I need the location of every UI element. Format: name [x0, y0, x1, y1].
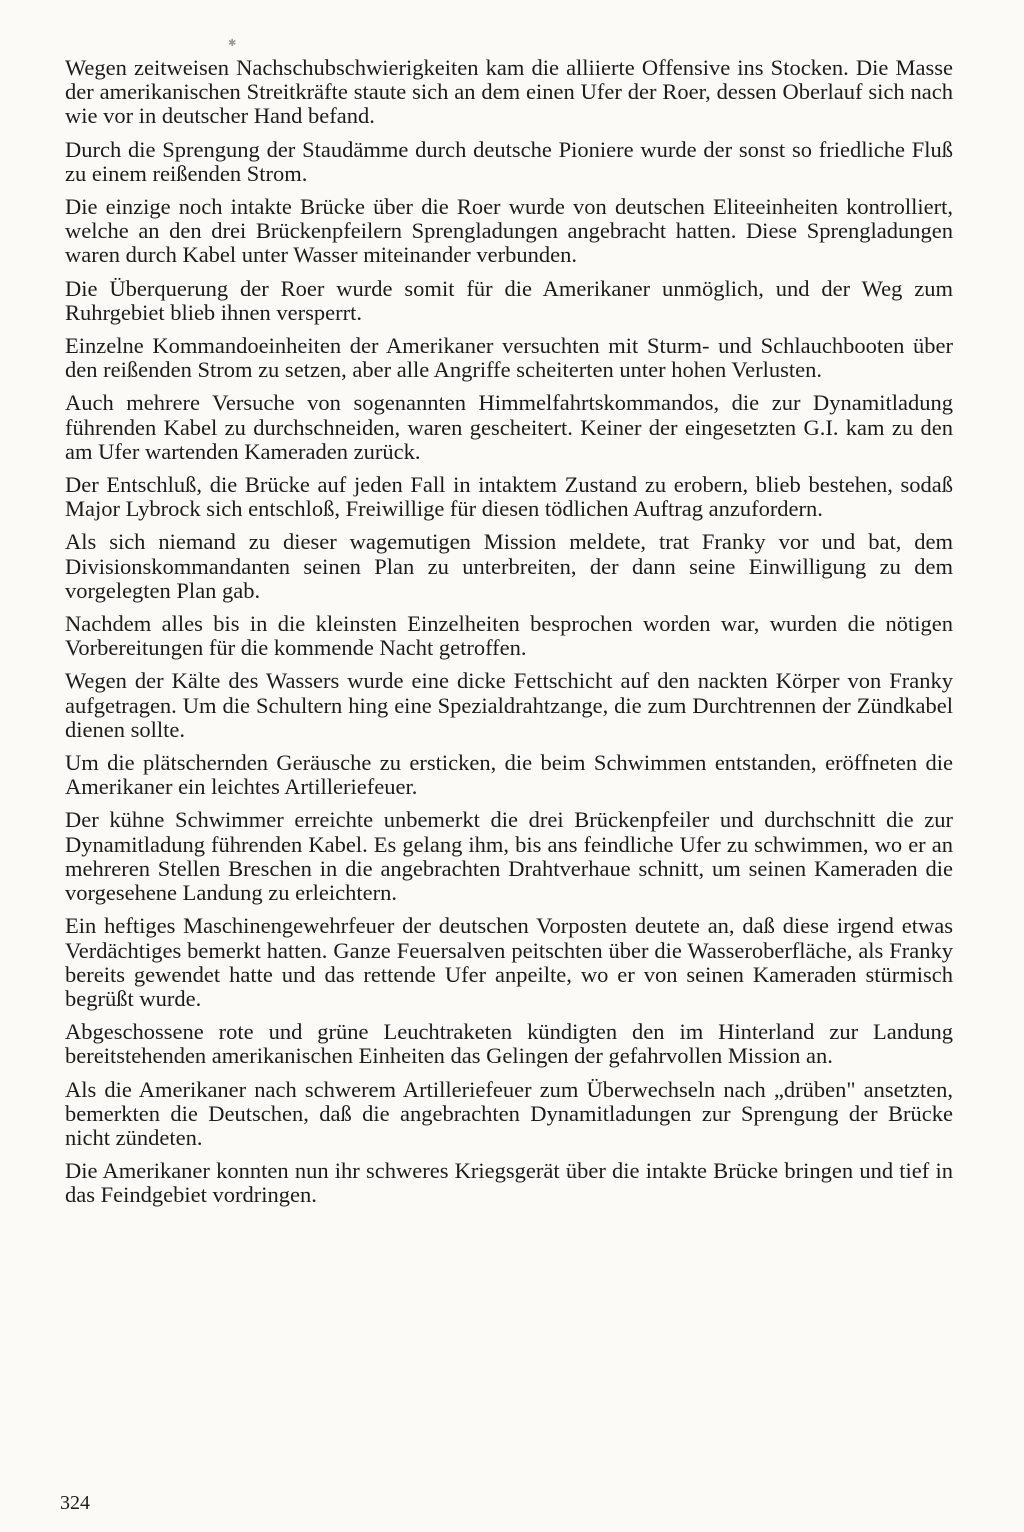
- paragraph: Nachdem alles bis in die kleinsten Einzelheiten besprochen worden war, wurden die nötigen Vorbereitungen für die kommende Nacht getroffen.: [65, 611, 953, 661]
- paragraph: Um die plätschernden Geräusche zu ersticken, die beim Schwimmen entstanden, eröffneten die Amerikaner ein leichtes Artilleriefeuer.: [65, 750, 953, 800]
- paragraph: Als sich niemand zu dieser wagemutigen Mission meldete, trat Franky vor und bat, dem Divisionskommandanten seinen Plan zu unterbreiten, der dann seine Einwilligung zu dem vorgelegten Plan gab.: [65, 529, 953, 603]
- paragraph: Durch die Sprengung der Staudämme durch deutsche Pioniere wurde der sonst so friedliche Fluß zu einem reißenden Strom.: [65, 136, 953, 186]
- paragraph: Die Überquerung der Roer wurde somit für die Amerikaner unmöglich, und der Weg zum Ruhrgebiet blieb ihnen versperrt.: [65, 275, 953, 325]
- paragraph: Wegen der Kälte des Wassers wurde eine dicke Fettschicht auf den nackten Körper von Franky aufgetragen. Um die Schultern hing eine Spezialdrahtzange, die zum Durchtrennen der Zündkabel dienen sollte.: [65, 668, 953, 742]
- paragraph: Wegen zeitweisen Nachschubschwierigkeiten kam die alliierte Offensive ins Stocken. Die Masse der amerikanischen Streitkräfte staute sich an dem einen Ufer der Roer, dessen Oberlauf sich nach wie vor in deutscher Hand befand.: [65, 55, 953, 129]
- paragraph: Die Amerikaner konnten nun ihr schweres Kriegsgerät über die intakte Brücke bringen und tief in das Feindgebiet vordringen.: [65, 1158, 953, 1208]
- paragraph: Einzelne Kommandoeinheiten der Amerikaner versuchten mit Sturm- und Schlauchbooten über den reißenden Strom zu setzen, aber alle Angriffe scheiterten unter hohen Verlusten.: [65, 333, 953, 383]
- paragraph: Ein heftiges Maschinengewehrfeuer der deutschen Vorposten deutete an, daß diese irgend etwas Verdächtiges bemerkt hatten. Ganze Feuersalven peitschten über die Wasseroberfläche, als Franky bereits gewendet hatte und das rettende Ufer anpeilte, wo er von seinen Kameraden stürmisch begrüßt wurde.: [65, 913, 953, 1011]
- page-number: 324: [60, 1492, 90, 1514]
- body-text: [65, 56, 953, 1217]
- scan-artifact-mark: ✱: [228, 38, 237, 49]
- paragraph: Abgeschossene rote und grüne Leuchtraketen kündigten den im Hinterland zur Landung bereitstehenden amerikanischen Einheiten das Gelingen der gefahrvollen Mission an.: [65, 1019, 953, 1069]
- paragraph: Der Entschluß, die Brücke auf jeden Fall in intaktem Zustand zu erobern, blieb bestehen, sodaß Major Lybrock sich entschloß, Freiwillige für diesen tödlichen Auftrag anzufordern.: [65, 472, 953, 522]
- paragraph: Die einzige noch intakte Brücke über die Roer wurde von deutschen Eliteeinheiten kontrolliert, welche an den drei Brückenpfeilern Sprengladungen angebracht hatten. Diese Sprengladungen waren durch Kabel unter Wasser miteinander verbunden.: [65, 194, 953, 268]
- paragraph: Als die Amerikaner nach schwerem Artilleriefeuer zum Überwechseln nach „drüben" ansetzten, bemerkten die Deutschen, daß die angebrachten Dynamitladungen zur Sprengung der Brücke nicht zündeten.: [65, 1076, 953, 1150]
- paragraph: Der kühne Schwimmer erreichte unbemerkt die drei Brückenpfeiler und durchschnitt die zur Dynamitladung führenden Kabel. Es gelang ihm, bis ans feindliche Ufer zu schwimmen, wo er an mehreren Stellen Breschen in die angebrachten Drahtverhaue schnitt, um seinen Kameraden die vorgesehene Landung zu erleichtern.: [65, 807, 953, 906]
- paragraph: Auch mehrere Versuche von sogenannten Himmelfahrtskommandos, die zur Dynamitladung führenden Kabel zu durchschneiden, waren gescheitert. Keiner der eingesetzten G.I. kam zu den am Ufer wartenden Kameraden zurück.: [65, 390, 953, 464]
